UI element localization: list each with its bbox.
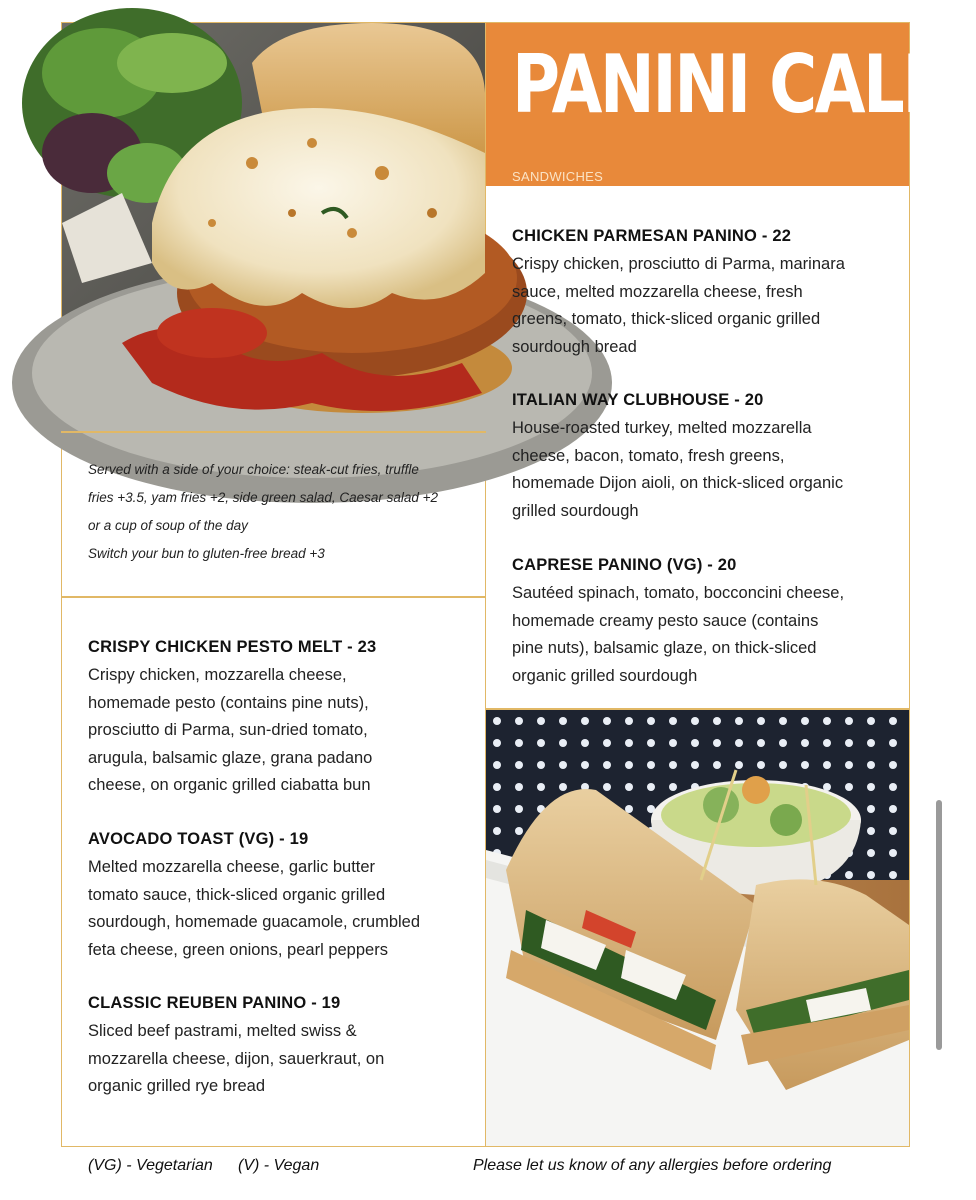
page-title: PANINI CALDI	[512, 38, 976, 131]
menu-item-avocado-toast	[88, 830, 478, 964]
item-desc-line: pine nuts), balsamic glaze, on thick-sliced	[512, 639, 817, 657]
vertical-scrollbar[interactable]	[936, 800, 942, 1050]
footer-allergy-note: Please let us know of any allergies before ordering	[473, 1157, 832, 1174]
item-desc-line: mozzarella cheese, dijon, sauerkraut, on	[88, 1049, 385, 1068]
chicken-parmesan-photo	[62, 23, 485, 431]
left-divider-1	[61, 431, 486, 433]
footer-legend-vegetarian: (VG) - Vegetarian	[88, 1157, 213, 1174]
item-desc-line: prosciutto di Parma, sun-dried tomato,	[88, 721, 368, 739]
side-note-line-2: fries +3.5, yam fries +2, side green salad, Caesar salad +2	[88, 490, 439, 505]
item-name: AVOCADO TOAST (VG) - 19	[88, 830, 309, 848]
left-divider-2	[61, 596, 486, 598]
menu-item-italian-way-clubhouse	[512, 391, 902, 525]
item-desc-line: Sliced beef pastrami, melted swiss &	[88, 1022, 357, 1040]
item-desc-line: arugula, balsamic glaze, grana padano	[88, 748, 373, 767]
item-desc-line: Crispy chicken, mozzarella cheese,	[88, 666, 347, 684]
side-note	[88, 456, 478, 568]
item-name: CHICKEN PARMESAN PANINO - 22	[512, 227, 792, 245]
item-desc-line: organic grilled rye bread	[88, 1077, 266, 1095]
page-subtitle: SANDWICHES	[512, 169, 604, 184]
item-desc-line: homemade creamy pesto sauce (contains	[512, 611, 819, 630]
item-desc-line: homemade pesto (contains pine nuts),	[88, 693, 369, 712]
menu-item-crispy-chicken-pesto-melt	[88, 638, 478, 800]
menu-header	[486, 23, 976, 186]
item-desc-line: grilled sourdough	[512, 501, 639, 520]
item-desc-line: sourdough bread	[512, 337, 637, 356]
item-description	[512, 415, 902, 525]
item-name: CLASSIC REUBEN PANINO - 19	[88, 994, 341, 1012]
item-desc-line: tomato sauce, thick-sliced organic grilled	[88, 885, 386, 904]
item-desc-line: organic grilled sourdough	[512, 666, 698, 685]
side-note-line-1: Served with a side of your choice: steak-cut fries, truffle	[88, 462, 419, 477]
item-desc-line: cheese, bacon, tomato, fresh greens,	[512, 446, 785, 465]
item-desc-line: Sautéed spinach, tomato, bocconcini cheese,	[512, 584, 845, 602]
menu-item-caprese-panino	[512, 556, 902, 690]
side-note-line-4: Switch your bun to gluten-free bread +3	[88, 546, 325, 561]
item-desc-line: cheese, on organic grilled ciabatta bun	[88, 776, 371, 794]
menu-item-classic-reuben-panino	[88, 994, 478, 1101]
item-desc-line: Crispy chicken, prosciutto di Parma, marinara	[512, 255, 845, 273]
footer-legend-vegan: (V) - Vegan	[238, 1157, 320, 1174]
item-description	[512, 580, 902, 690]
item-desc-line: homemade Dijon aioli, on thick-sliced organic	[512, 474, 844, 492]
caprese-panino-photo	[486, 710, 909, 1146]
menu-item-chicken-parmesan	[512, 227, 902, 361]
item-desc-line: sourdough, homemade guacamole, crumbled	[88, 913, 421, 931]
item-description	[88, 1018, 478, 1101]
item-name: CRISPY CHICKEN PESTO MELT - 23	[88, 638, 377, 656]
item-desc-line: sauce, melted mozzarella cheese, fresh	[512, 282, 803, 301]
item-name: CAPRESE PANINO (VG) - 20	[512, 556, 737, 574]
item-description	[88, 854, 478, 964]
item-description	[88, 662, 478, 800]
side-note-line-3: or a cup of soup of the day	[88, 518, 248, 533]
item-desc-line: feta cheese, green onions, pearl peppers	[88, 940, 388, 959]
item-desc-line: Melted mozzarella cheese, garlic butter	[88, 858, 376, 876]
item-desc-line: House-roasted turkey, melted mozzarella	[512, 419, 812, 437]
item-name: ITALIAN WAY CLUBHOUSE - 20	[512, 391, 764, 409]
item-description	[512, 251, 902, 361]
item-desc-line: greens, tomato, thick-sliced organic grilled	[512, 310, 821, 328]
